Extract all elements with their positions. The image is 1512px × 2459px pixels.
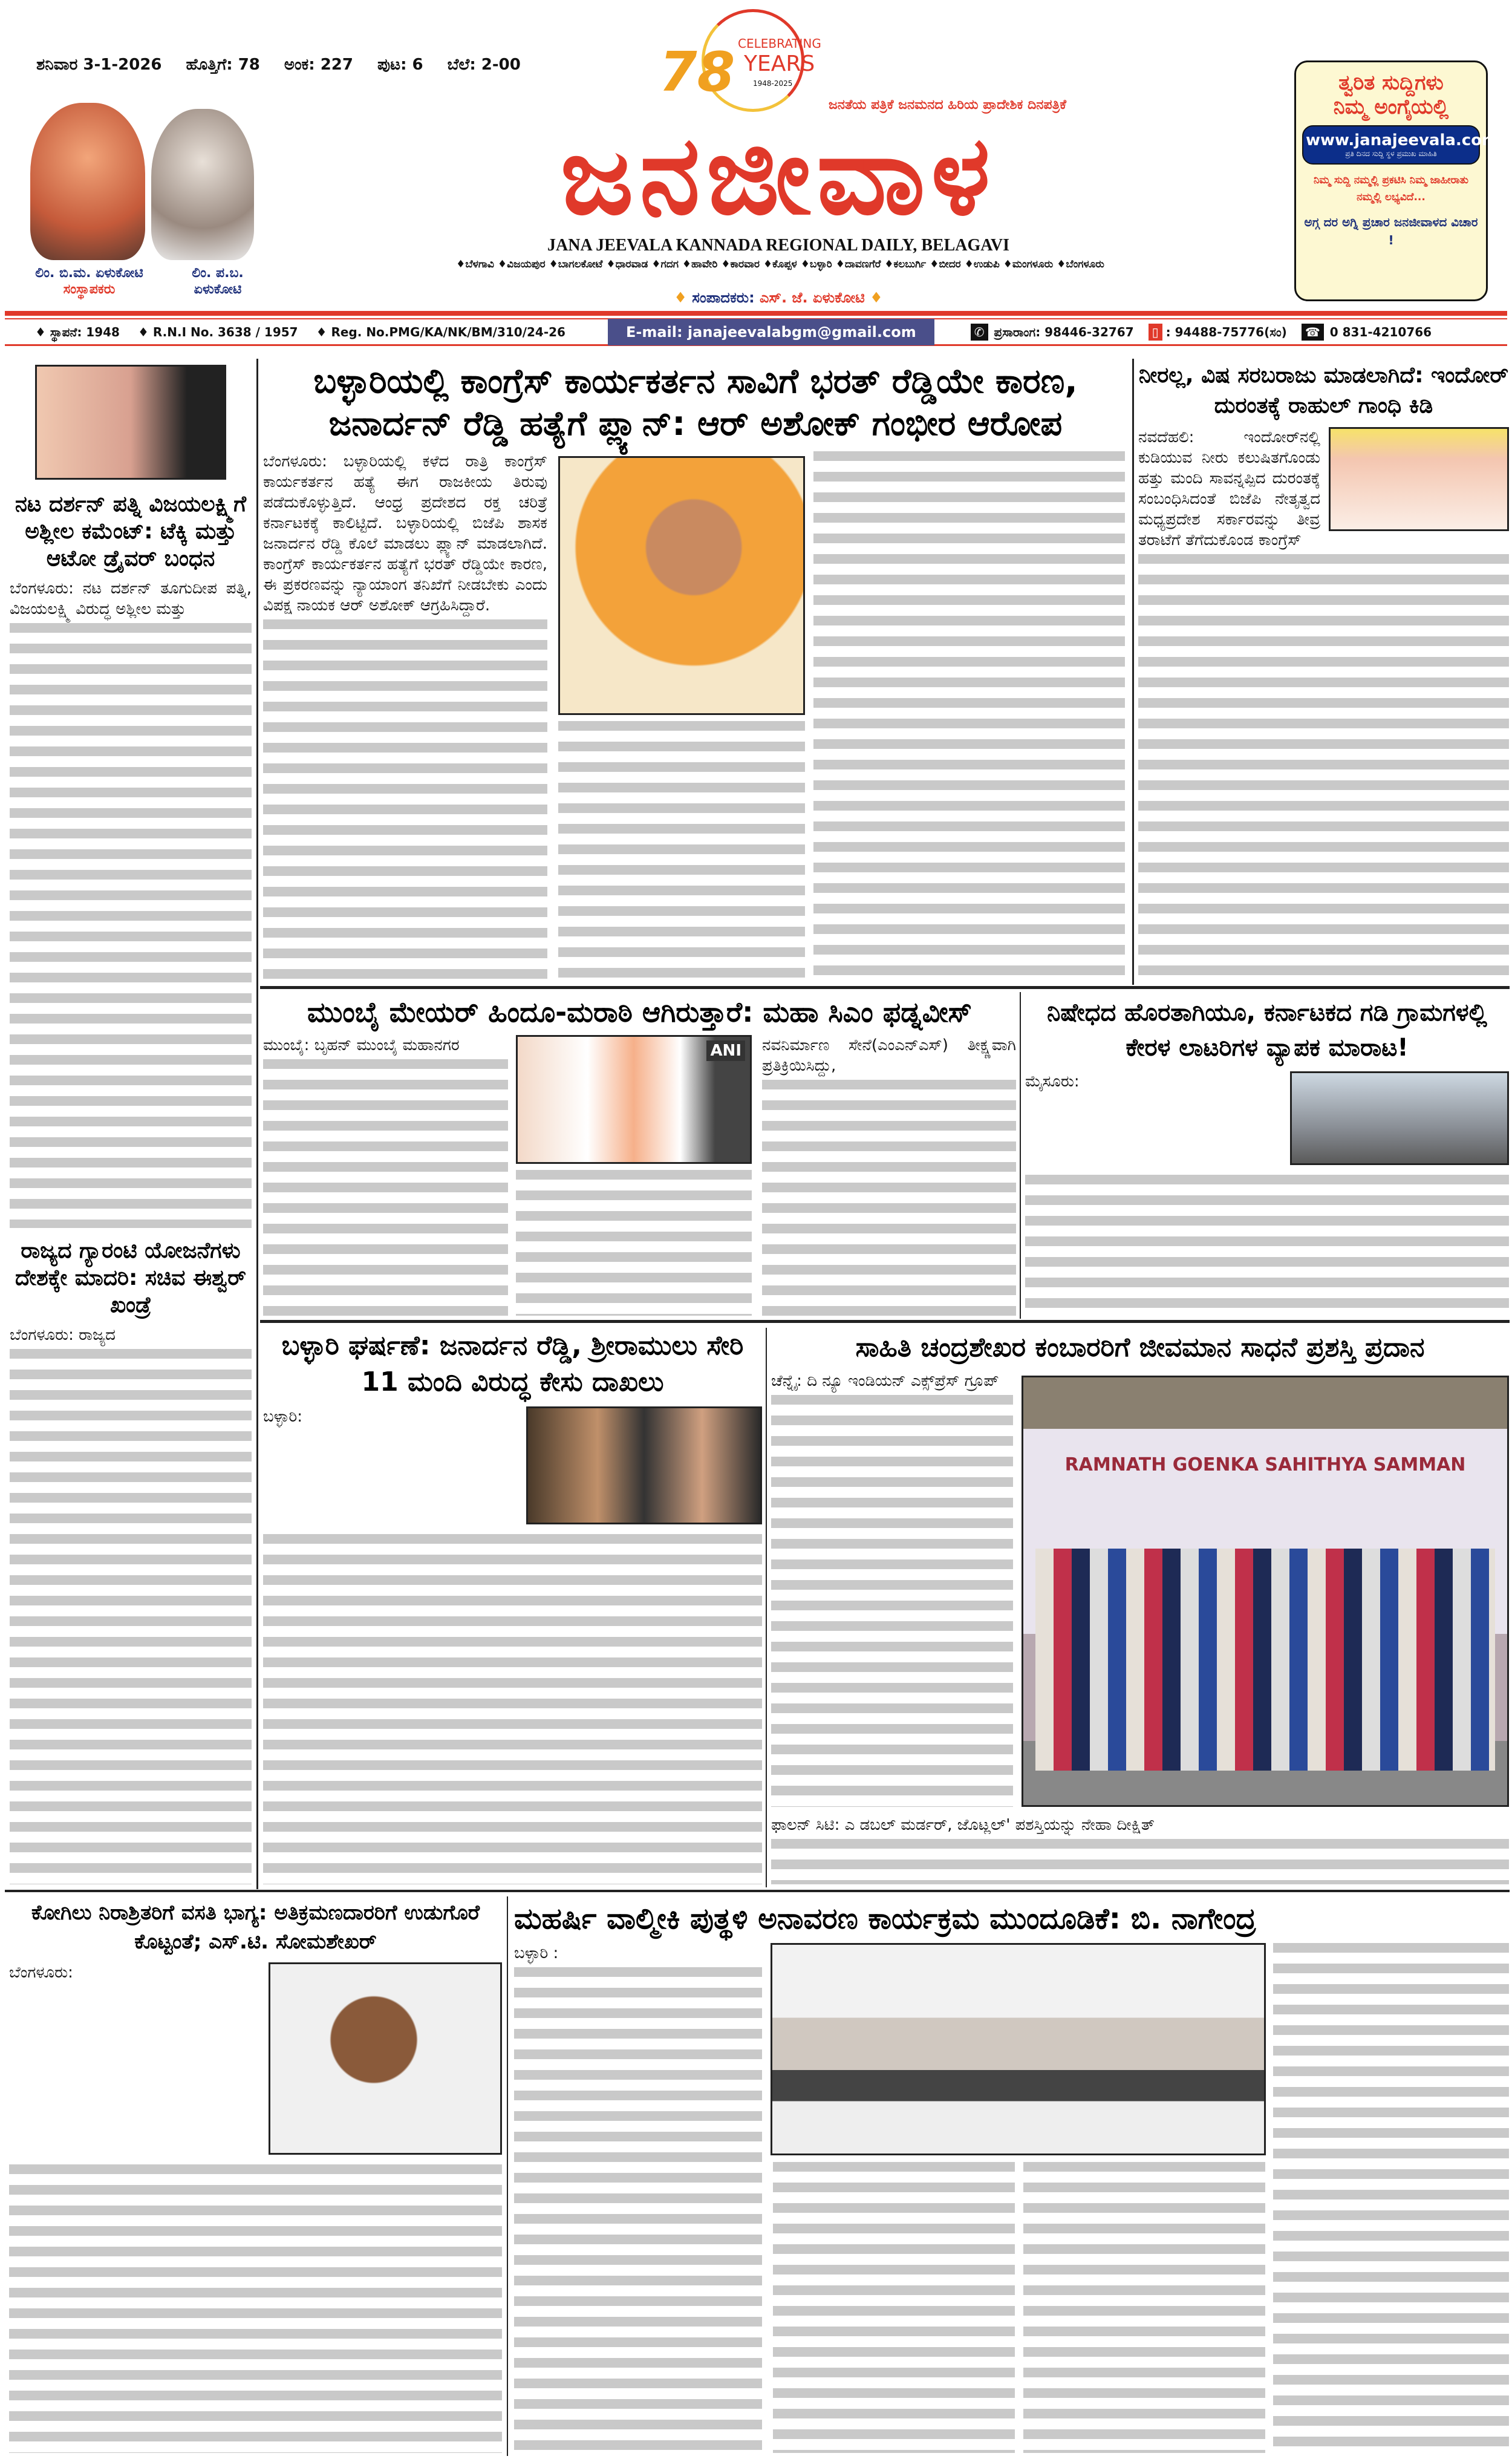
column-divider	[507, 1896, 508, 2456]
ad-line2: ನಿಮ್ಮ ಅಂಗೈಯಲ್ಲಿ	[1333, 95, 1449, 119]
rahul-headline[interactable]: ನೀರಲ್ಲ, ವಿಷ ಸರಬರಾಜು ಮಾಡಲಾಗಿದೆ: ಇಂದೋರ್ ದುರಂತಕ್ಕೆ ರಾಹುಲ್ ಗಾಂಧಿ ಕಿಡಿ	[1138, 363, 1509, 418]
editor-name: ಎಸ್. ಜೆ. ಏಳುಕೋಟಿ	[760, 289, 865, 306]
darshan-body	[10, 578, 252, 1228]
masthead-rule	[5, 311, 1507, 316]
lottery-photo	[1290, 1071, 1509, 1165]
ballari-photo	[526, 1406, 762, 1524]
lead-body-col1	[263, 451, 547, 980]
established: ♦ ಸ್ಥಾಪನೆ: 1948	[35, 324, 120, 339]
khandre-article	[10, 1237, 252, 1884]
badge-number: 78	[659, 41, 735, 104]
column-divider	[766, 1328, 767, 1887]
valmiki-body-col3	[1023, 2162, 1265, 2453]
mumbai-body-col3	[762, 1035, 1016, 1316]
kogilu-article	[9, 1898, 502, 2453]
valmiki-headline[interactable]: ಮಹರ್ಷಿ ವಾಲ್ಮೀಕಿ ಪುತ್ಥಳಿ ಅನಾವರಣ ಕಾರ್ಯಕ್ರಮ ಮುಂದೂಡಿಕೆ: ಬಿ. ನಾಗೇಂದ್ರ	[514, 1902, 1256, 1936]
founder2-name: ಲಿಂ. ಪ.ಬ. ಏಳುಕೋಟಿ	[192, 266, 244, 297]
mumbai-col3-intro: ನವನಿರ್ಮಾಣ ಸೇನೆ(ಎಂಎನ್‌ಎಸ್) ತೀಕ್ಷ್ಣವಾಗಿ ಪ್ರತಿಕ್ರಿಯಿಸಿದ್ದು,	[762, 1036, 1016, 1075]
whatsapp-icon: ✆	[971, 324, 988, 341]
mumbai-article	[263, 995, 1016, 1316]
darshan-article	[10, 365, 252, 1228]
ballari-article	[263, 1328, 762, 1884]
section-divider	[260, 1320, 1510, 1323]
badge-years: YEARS	[744, 51, 815, 76]
rahul-intro: ನವದೆಹಲಿ: ಇಂದೋರ್‌ನಲ್ಲಿ ಕುಡಿಯುವ ನೀರು ಕಲುಷಿತಗೊಂಡು ಹತ್ತು ಮಂದಿ ಸಾವನ್ನಪ್ಪಿದ ದುರಂತಕ್ಕೆ ಸಂಬಂಧಿಸಿದಂತೆ ಬಿಜೆಪಿ ನೇತೃತ್ವದ ಮಧ್ಯಪ್ರದೇಶ ಸರ್ಕಾರವನ್ನು ತೀವ್ರ ತರಾಟೆಗೆ ತೆಗೆದುಕೊಂಡ ಕಾಂಗ್ರೆಸ್	[1138, 428, 1320, 549]
darshan-intro: ಬೆಂಗಳೂರು: ನಟ ದರ್ಶನ್ ತೂಗುದೀಪ ಪತ್ನಿ, ವಿಜಯಲಕ್ಷ್ಮಿ ವಿರುದ್ಧ ಅಶ್ಲೀಲ ಮತ್ತು	[10, 580, 252, 618]
founder1-name: ಲಿಂ. ಬಿ.ಮ. ಏಳುಕೋಟಿ	[35, 266, 143, 281]
whatsapp-number: ಪ್ರಸಾರಾಂಗ: 98446-32767	[994, 324, 1134, 339]
reg-number: ♦ Reg. No.PMG/KA/NK/BM/310/24-26	[316, 324, 565, 339]
rahul-photo	[1329, 427, 1509, 531]
somashekar-photo	[269, 1962, 502, 2155]
kogilu-body	[9, 1962, 502, 2453]
column-divider	[1132, 359, 1134, 985]
rahul-article	[1138, 361, 1509, 980]
column-divider	[1020, 992, 1021, 1319]
issue-info	[36, 56, 521, 74]
issue-pages: ಪುಟ: 6	[377, 56, 423, 74]
english-title: JANA JEEVALA KANNADA REGIONAL DAILY, BELAGAVI	[547, 236, 1009, 255]
lead-body-col2	[558, 721, 805, 980]
website-ad	[1294, 60, 1499, 301]
sahitya-intro: ಚೆನ್ನೈ: ದಿ ನ್ಯೂ ಇಂಡಿಯನ್ ಎಕ್ಸ್‌ಪ್ರೆಸ್ ಗ್ರೂಪ್	[771, 1372, 999, 1390]
rahul-body-cont	[1138, 554, 1509, 980]
press-meet-photo	[771, 1943, 1266, 2155]
award-attendees	[1035, 1549, 1495, 1771]
sahitya-headline[interactable]: ಸಾಹಿತಿ ಚಂದ್ರಶೇಖರ ಕಂಬಾರರಿಗೆ ಜೀವಮಾನ ಸಾಧನೆ ಪ್ರಶಸ್ತಿ ಪ್ರದಾನ	[855, 1332, 1425, 1363]
lottery-body-cont	[1025, 1175, 1509, 1316]
award-banner-text: RAMNATH GOENKA SAHITHYA SAMMAN	[1064, 1454, 1466, 1476]
ani-logo: ANI	[706, 1040, 745, 1061]
lottery-article	[1025, 995, 1509, 1316]
lottery-headline[interactable]: ನಿಷೇಧದ ಹೊರತಾಗಿಯೂ, ಕರ್ನಾಟಕದ ಗಡಿ ಗ್ರಾಮಗಳಲ್ಲಿ ಕೇರಳ ಲಾಟರಿಗಳ ವ್ಯಾಪಕ ಮಾರಾಟ!	[1047, 999, 1487, 1062]
valmiki-body-col1	[514, 1943, 762, 2453]
newspaper-logo: ಜನಜೀವಾಳ	[560, 113, 997, 239]
column-divider	[256, 359, 258, 1889]
tagline: ಜನತೆಯ ಪತ್ರಿಕೆ ಜನಮನದ ಹಿರಿಯ ಪ್ರಾದೇಶಿಕ ದಿನಪತ್ರಿಕೆ	[829, 97, 1066, 113]
badge-range: 1948-2025	[753, 79, 793, 88]
issue-number: ಅಂಕ: 227	[284, 56, 353, 74]
section-divider	[260, 986, 1510, 989]
khandre-intro: ಬೆಂಗಳೂರು: ರಾಜ್ಯದ	[10, 1326, 116, 1344]
lead-intro: ಬೆಂಗಳೂರು: ಬಳ್ಳಾರಿಯಲ್ಲಿ ಕಳೆದ ರಾತ್ರಿ ಕಾಂಗ್ರೆಸ್ ಕಾರ್ಯಕರ್ತನ ಹತ್ಯೆ ಈಗ ರಾಜಕೀಯ ತಿರುವು ಪಡೆದುಕೊಳ್ಳುತ್ತಿದೆ. ಆಂಧ್ರ ಪ್ರದೇಶದ ರಕ್ತ ಚರಿತ್ರೆ ಕರ್ನಾಟಕಕ್ಕೆ ಕಾಲಿಟ್ಟಿದೆ. ಬಳ್ಳಾರಿಯಲ್ಲಿ ಬಿಜೆಪಿ ಶಾಸಕ ಜನಾರ್ದನ ರೆಡ್ಡಿ ಕೊಲೆ ಮಾಡಲು ಪ್ಲ್ಯಾನ್ ಮಾಡಲಾಗಿದೆ. ಕಾಂಗ್ರೆಸ್ ಕಾರ್ಯಕರ್ತನ ಹತ್ಯೆಗೆ ಭರತ್ ರೆಡ್ಡಿಯೇ ಕಾರಣ, ಈ ಪ್ರಕರಣವನ್ನು ನ್ಯಾಯಾಂಗ ತನಿಖೆಗೆ ನೀಡಬೇಕು ಎಂದು ವಿಪಕ್ಷ ನಾಯಕ ಆರ್ ಅಶೋಕ್ ಆಗ್ರಹಿಸಿದ್ದಾರೆ.	[263, 452, 547, 615]
kogilu-body-cont	[9, 2164, 502, 2453]
mumbai-body-col2	[516, 1170, 752, 1316]
founder-portraits	[24, 97, 266, 260]
darshan-wife-photo	[35, 365, 226, 480]
kogilu-intro: ಬೆಂಗಳೂರು:	[9, 1964, 73, 1982]
edition-cities: ♦ಬೆಳಗಾವಿ ♦ವಿಜಯಪುರ ♦ಬಾಗಲಕೋಟೆ ♦ಧಾರವಾಡ ♦ಗದಗ ♦ಹಾವೇರಿ ♦ಕಾರವಾರ ♦ಕೊಪ್ಪಳ ♦ಬಳ್ಳಾರಿ ♦ದಾವಣಗೆರೆ ♦ಕಲಬುರ್ಗಿ ♦ಬೀದರ ♦ಉಡುಪಿ ♦ಮಂಗಳೂರು ♦ಬೆಂಗಳೂರು	[456, 258, 1104, 270]
rni-number: ♦ R.N.I No. 3638 / 1957	[137, 324, 298, 339]
mumbai-headline[interactable]: ಮುಂಬೈ ಮೇಯರ್ ಹಿಂದೂ-ಮರಾಠಿ ಆಗಿರುತ್ತಾರೆ: ಮಹಾ ಸಿಎಂ ಫಡ್ನವೀಸ್	[307, 996, 972, 1028]
darshan-headline[interactable]: ನಟ ದರ್ಶನ್ ಪತ್ನಿ ವಿಜಯಲಕ್ಷ್ಮಿಗೆ ಅಶ್ಲೀಲ ಕಮೆಂಟ್: ಟೆಕ್ಕಿ ಮತ್ತು ಆಟೋ ಡ್ರೈವರ್ ಬಂಧನ	[15, 492, 247, 571]
issue-volume: ಹೊತ್ತಿಗೆ: 78	[186, 56, 260, 74]
issue-price: ಬೆಲೆ: 2-00	[447, 56, 521, 74]
ashok-photo	[558, 456, 805, 715]
khandre-body	[10, 1325, 252, 1884]
sahitya-below-intro: ಫಾಲನ್ ಸಿಟಿ: ಎ ಡಬಲ್ ಮರ್ಡರ್, ಜೊಟ್ಲಲ್' ಪಶಸ್ತಿಯನ್ನು ನೇಹಾ ದೀಕ್ಷಿತ್	[771, 1816, 1155, 1834]
issue-date: ಶನಿವಾರ 3-1-2026	[36, 56, 162, 74]
email[interactable]: E-mail: janajeevalabgm@gmail.com	[608, 319, 934, 345]
sahitya-body-cont	[771, 1815, 1509, 1884]
ad-website-box[interactable]	[1302, 125, 1499, 165]
mobile-number: : 94488-75776(ಸಂ)	[1165, 324, 1287, 339]
ad-line1: ತ್ವರಿತ ಸುದ್ದಿಗಳು	[1338, 71, 1444, 95]
rahul-body	[1138, 427, 1509, 980]
valmiki-article	[514, 1901, 1509, 2453]
ballari-body	[263, 1406, 762, 1884]
ad-website[interactable]: www.janajeevala.com	[1306, 131, 1499, 149]
mumbai-body-col1	[263, 1035, 508, 1316]
award-ceremony-photo	[1022, 1376, 1509, 1807]
mumbai-intro: ಮುಂಬೈ: ಬೃಹನ್ ಮುಂಬೈ ಮಹಾನಗರ	[263, 1036, 460, 1054]
section-divider	[5, 1890, 1510, 1892]
lead-article	[263, 361, 1128, 980]
valmiki-body-col4	[1273, 1943, 1509, 2453]
founder2-portrait	[151, 109, 254, 260]
ad-bottom: ಅಗ್ಗ ದರ ಅಗ್ನಿ ಪ್ರಚಾರ ಜನಜೀವಾಳದ ವಿಚಾರ !	[1304, 215, 1478, 247]
valmiki-intro: ಬಳ್ಳಾರಿ :	[514, 1944, 559, 1962]
info-bar	[5, 318, 1507, 346]
lottery-body	[1025, 1071, 1509, 1316]
anniversary-badge	[647, 9, 823, 115]
ballari-headline[interactable]: ಬಳ್ಳಾರಿ ಘರ್ಷಣೆ: ಜನಾರ್ದನ ರೆಡ್ಡಿ, ಶ್ರೀರಾಮುಲು ಸೇರಿ 11 ಮಂದಿ ವಿರುದ್ಧ ಕೇಸು ದಾಖಲು	[281, 1330, 744, 1397]
lead-headline[interactable]: ಬಳ್ಳಾರಿಯಲ್ಲಿ ಕಾಂಗ್ರೆಸ್ ಕಾರ್ಯಕರ್ತನ ಸಾವಿಗೆ ಭರತ್ ರೆಡ್ಡಿಯೇ ಕಾರಣ, ಜನಾರ್ದನ್ ರೆಡ್ಡಿ ಹತ್ಯೆಗೆ ಪ್ಲ್ಯಾನ್: ಆರ್ ಅಶೋಕ್ ಗಂಭೀರ ಆರೋಪ	[313, 362, 1078, 443]
valmiki-body-col2	[773, 2162, 1015, 2453]
ad-website-sub: ಪ್ರತಿ ದಿನದ ಸುದ್ದಿ ಸ್ಥಳ ಪ್ರಮುಖ ಮಾಹಿತಿ	[1345, 149, 1437, 158]
fadnavis-photo	[516, 1035, 752, 1164]
founder1-role: ಸಂಸ್ಥಾಪಕರು	[63, 282, 116, 297]
ballari-intro: ಬಳ್ಳಾರಿ:	[263, 1408, 303, 1426]
phone-icon: ☎	[1302, 324, 1324, 341]
lead-body-col3	[813, 451, 1125, 980]
kogilu-headline[interactable]: ಕೋಗಿಲು ನಿರಾಶ್ರಿತರಿಗೆ ವಸತಿ ಭಾಗ್ಯ: ಅತಿಕ್ರಮಣದಾರರಿಗೆ ಉಡುಗೊರೆ ಕೊಟ್ಟಂತೆ; ಎಸ್.ಟಿ. ಸೋಮಶೇಖರ್	[31, 1901, 480, 1954]
sahitya-body	[771, 1371, 1013, 1807]
ballari-body-cont	[263, 1534, 762, 1884]
phone-number: 0 831-4210766	[1329, 324, 1432, 339]
mobile-icon: ▯	[1149, 324, 1162, 341]
lottery-intro: ಮೈಸೂರು:	[1025, 1073, 1080, 1091]
khandre-headline[interactable]: ರಾಜ್ಯದ ಗ್ಯಾರಂಟಿ ಯೋಜನೆಗಳು ದೇಶಕ್ಕೇ ಮಾದರಿ: ಸಚಿವ ಈಶ್ವರ್ ಖಂಡ್ರೆ	[15, 1238, 246, 1318]
founder1-portrait	[30, 103, 145, 260]
editor-line: ♦ ಸಂಪಾದಕರು: ಎಸ್. ಜೆ. ಏಳುಕೋಟಿ ♦	[674, 289, 883, 306]
ad-mid: ನಿಮ್ಮ ಸುದ್ದಿ ನಮ್ಮಲ್ಲಿ ಪ್ರಕಟಿಸಿ ನಿಮ್ಮ ಜಾಹೀರಾತು ನಮ್ಮಲ್ಲಿ ಲಭ್ಯವಿದೆ...	[1313, 174, 1469, 203]
editor-label: ಸಂಪಾದಕರು:	[692, 289, 755, 306]
sahitya-article	[771, 1331, 1509, 1884]
badge-celebrating: CELEBRATING	[738, 36, 821, 51]
